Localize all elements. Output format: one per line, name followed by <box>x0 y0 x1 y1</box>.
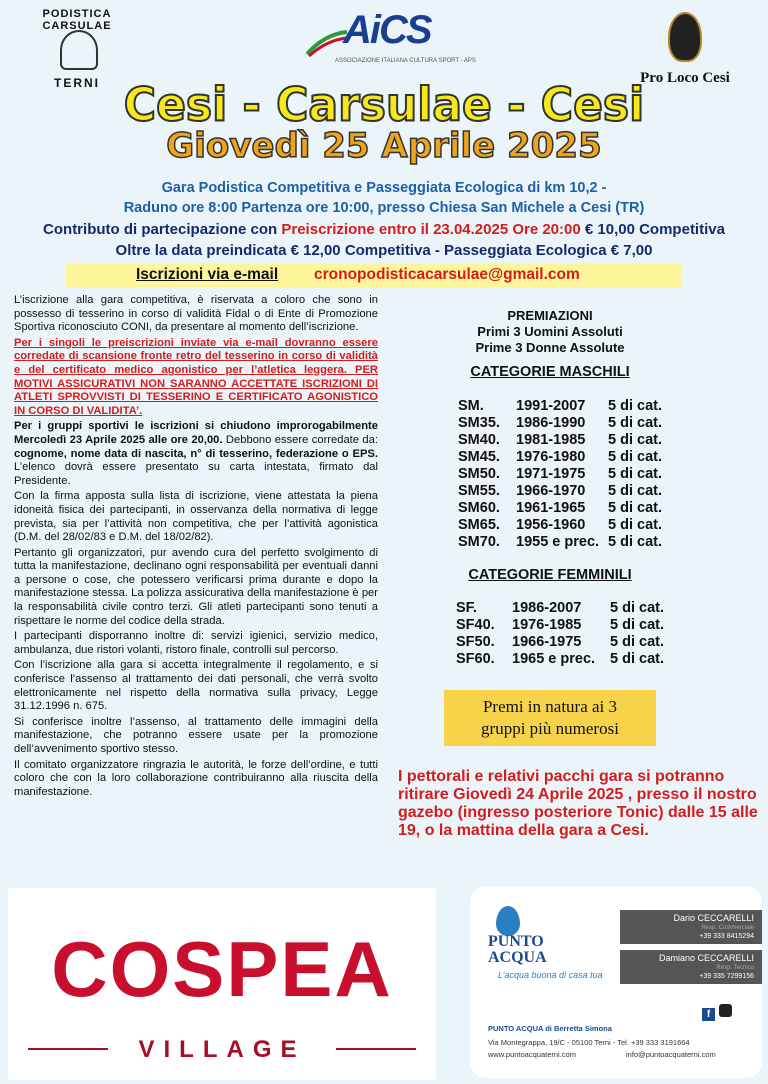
aics-subtext: ASSOCIAZIONE ITALIANA CULTURA SPORT - APS <box>335 58 476 64</box>
instagram-icon[interactable] <box>719 1004 732 1017</box>
category-code: SM55. <box>458 482 500 499</box>
female-categories-table <box>456 599 690 667</box>
category-years: 1986-1990 <box>516 414 586 431</box>
category-row <box>456 616 690 633</box>
category-row <box>456 650 690 667</box>
category-code: SM60. <box>458 499 500 516</box>
category-row <box>458 448 688 465</box>
punto-acqua-brand <box>488 934 547 966</box>
brand-line-2: ACQUA <box>488 949 547 966</box>
contact-role: Resp. Commerciale <box>701 925 754 931</box>
contact-role: Resp. Tecnico <box>716 965 754 971</box>
contact-phone: +39 335 7299156 <box>699 973 754 980</box>
category-code: SM45. <box>458 448 500 465</box>
category-prizes: 5 di cat. <box>608 414 662 431</box>
company-website[interactable]: www.puntoacquaterni.com <box>488 1050 576 1059</box>
category-row <box>458 414 688 431</box>
tower-icon <box>60 30 98 70</box>
facebook-icon[interactable]: f <box>702 1008 715 1021</box>
regulation-paragraph: Si conferisce inoltre l’assenso, al trattamento delle immagini della manifestazione, che potranno essere usate per la promozione dell’avvenimento sportivo stesso. <box>14 715 378 755</box>
category-code: SF. <box>456 599 477 616</box>
awards-heading <box>400 308 700 356</box>
regulation-warning: Per i singoli le preiscrizioni inviate via e-mail dovranno essere corredate di scansione fronte retro del tesserino in corso di validità e del certificato medico agonistico per l’atletica leggera. PER MOTIVI ASSICURATIVI NON SARANNO ACCETTATE ISCRIZIONI DI ATLETI SPROVVISTI DI TESSERINO E CERTIFICATO AGONISTICO IN CORSO DI VALIDITA’. <box>14 336 378 417</box>
group-prizes-box <box>444 690 656 746</box>
brand-motto: L’acqua buona di casa tua <box>498 970 603 980</box>
category-code: SM. <box>458 397 484 414</box>
category-row <box>456 599 690 616</box>
regulation-paragraph: Con l’iscrizione alla gara si accetta integralmente il regolamento, e si conferisce l’assenso al trattamento dei dati personali, che verrà svolto elettronicamente nel rispetto della normativa sulla privacy, Legge 31.12.1996 n. 675. <box>14 659 378 713</box>
category-years: 1981-1985 <box>516 431 586 448</box>
category-code: SM50. <box>458 465 500 482</box>
category-row <box>458 397 688 414</box>
regulation-paragraph: Il comitato organizzatore ringrazia le autorità, le forze dell’ordine, e tutti coloro che con la loro collaborazione contribuiranno alla riuscita della manifestazione. <box>14 758 378 798</box>
category-years: 1965 e prec. <box>512 650 596 667</box>
cospea-subtext: VILLAGE <box>138 1036 306 1063</box>
regulation-paragraph: L’iscrizione alla gara competitiva, è riservata a coloro che sono in possesso di tesserino in corso di validità Fidal o di Ente di Promozione Sportiva riconosciuto CONI, da presentare al momento dell’iscrizione. <box>14 294 378 334</box>
brand-line-1: PUNTO <box>488 933 544 950</box>
category-code: SM65. <box>458 516 500 533</box>
company-address: Via Montegrappa, 19/C - 05100 Terni - Tel. +39 333 3191664 <box>488 1038 690 1047</box>
podistica-carsulae-logo <box>22 8 132 90</box>
fee-text-c: € 10,00 Competitiva <box>580 221 725 238</box>
category-prizes: 5 di cat. <box>610 616 664 633</box>
category-years: 1966-1975 <box>512 633 582 650</box>
category-years: 1961-1965 <box>516 499 586 516</box>
coat-of-arms-icon <box>668 12 702 62</box>
fee-deadline: Preiscrizione entro il 23.04.2025 Ore 20:00 <box>281 221 581 238</box>
event-date: Giovedì 25 Aprile 2025 <box>166 126 602 166</box>
registration-banner <box>66 263 682 287</box>
regulation-text: Debbono essere corredate da: <box>222 433 378 446</box>
company-email[interactable]: info@puntoacquaterni.com <box>626 1050 716 1059</box>
fees-block <box>0 219 768 261</box>
pro-loco-text: Pro Loco Cesi <box>640 70 730 86</box>
regulation-paragraph: Pertanto gli organizzatori, pur avendo cura del perfetto svolgimento di tutta la manifestazione, declinano ogni responsabilità per eventuali danni a persone o cose, che potessero verificarsi prima durante e dopo la manifestazione stessa. La polizza assicurativa della manifestazione è per la responsabilità civile contro terzi. Gli atleti partecipanti sono tenuti a rispettare le norme del codice della strada. <box>14 546 378 627</box>
female-categories-title: CATEGORIE FEMMINILI <box>468 567 632 583</box>
contact-phone: +39 333 8415294 <box>699 933 754 940</box>
category-code: SF50. <box>456 633 495 650</box>
registration-email-link[interactable]: cronopodisticacarsulae@gmail.com <box>314 266 580 283</box>
category-prizes: 5 di cat. <box>608 397 662 414</box>
event-subtitle <box>0 178 768 218</box>
group-prizes-line-1: Premi in natura ai 3 <box>482 697 618 716</box>
fee-line-1 <box>0 219 768 240</box>
logo-left-bottom-text: TERNI <box>54 76 100 90</box>
group-prizes-line-2: gruppi più numerosi <box>481 719 619 738</box>
category-prizes: 5 di cat. <box>608 448 662 465</box>
category-prizes: 5 di cat. <box>608 499 662 516</box>
regulation-text: L’elenco dovrà essere presentato su carta intestata, firmato dal Presidente. <box>14 461 378 487</box>
awards-men: Primi 3 Uomini Assoluti <box>477 324 623 339</box>
regulations-text <box>14 294 378 801</box>
category-years: 1955 e prec. <box>516 533 600 550</box>
group-deadline: Per i gruppi sportivi le iscrizioni si chiudono improrogabilmente Mercoledì 23 Aprile 2025 alle ore 20,00. <box>14 420 378 446</box>
male-categories-table <box>458 397 688 550</box>
category-prizes: 5 di cat. <box>608 482 662 499</box>
category-years: 1976-1985 <box>512 616 582 633</box>
category-code: SF60. <box>456 650 495 667</box>
category-prizes: 5 di cat. <box>608 431 662 448</box>
category-code: SM40. <box>458 431 500 448</box>
category-prizes: 5 di cat. <box>610 633 664 650</box>
water-drop-icon <box>496 906 520 936</box>
contact-card-1 <box>620 910 762 944</box>
category-years: 1971-1975 <box>516 465 586 482</box>
category-code: SM70. <box>458 533 500 550</box>
category-years: 1991-2007 <box>516 397 586 414</box>
regulation-paragraph: Con la firma apposta sulla lista di iscrizione, viene attestata la piena idoneità fisica dei partecipanti, in osservanza della normativa di legge prevista, sia per l’attività non competitiva, che per l’attività agonistica (D.M. del 28/02/83 e D.M. del 18/02/82). <box>14 490 378 544</box>
category-years: 1976-1980 <box>516 448 586 465</box>
required-fields: cognome, nome data di nascita, n° di tesserino, federazione o EPS. <box>14 447 378 460</box>
category-years: 1956-1960 <box>516 516 586 533</box>
category-row <box>458 499 688 516</box>
subtitle-line-1: Gara Podistica Competitiva e Passeggiata Ecologica di km 10,2 - <box>161 180 607 196</box>
company-name: PUNTO ACQUA di Berretta Simona <box>488 1024 612 1033</box>
awards-women: Prime 3 Donne Assolute <box>475 340 625 355</box>
category-prizes: 5 di cat. <box>610 599 664 616</box>
category-prizes: 5 di cat. <box>610 650 664 667</box>
category-years: 1966-1970 <box>516 482 586 499</box>
contact-card-2 <box>620 950 762 984</box>
category-row <box>458 465 688 482</box>
awards-title: PREMIAZIONI <box>507 308 593 323</box>
category-row <box>458 533 688 550</box>
contact-name: Damiano CECCARELLI <box>658 953 754 963</box>
bib-pickup-notice: I pettorali e relativi pacchi gara si potranno ritirare Giovedì 24 Aprile 2025 , presso il nostro gazebo (ingresso posteriore Tonic) dalle 15 alle 19, o la mattina della gara a Cesi. <box>398 768 758 839</box>
category-prizes: 5 di cat. <box>608 516 662 533</box>
category-row <box>458 482 688 499</box>
contact-name: Dario CECCARELLI <box>673 913 754 923</box>
category-row <box>458 431 688 448</box>
cospea-wordmark: COSPEA <box>51 925 393 1013</box>
subtitle-line-2: Raduno ore 8:00 Partenza ore 10:00, presso Chiesa San Michele a Cesi (TR) <box>123 200 645 216</box>
fee-line-2: Oltre la data preindicata € 12,00 Competitiva - Passeggiata Ecologica € 7,00 <box>115 242 653 259</box>
category-prizes: 5 di cat. <box>608 465 662 482</box>
event-title: Cesi - Carsulae - Cesi <box>123 78 645 133</box>
category-code: SF40. <box>456 616 495 633</box>
cospea-sponsor <box>8 888 436 1080</box>
male-categories-title: CATEGORIE MASCHILI <box>470 364 630 380</box>
category-years: 1986-2007 <box>512 599 582 616</box>
social-icons <box>702 1004 732 1021</box>
punto-acqua-sponsor <box>470 886 762 1078</box>
fee-text-a: Contributo di partecipazione con <box>43 221 282 238</box>
aics-logo <box>305 8 476 66</box>
category-row <box>456 633 690 650</box>
registration-label: Iscrizioni via e-mail <box>136 266 279 283</box>
regulation-paragraph <box>14 420 378 488</box>
category-code: SM35. <box>458 414 500 431</box>
regulation-paragraph: I partecipanti disporranno inoltre di: servizi igienici, servizio medico, ambulanza, due ristori volanti, ristoro finale, controlli sul percorso. <box>14 630 378 656</box>
category-row <box>458 516 688 533</box>
logo-left-top-text: PODISTICA CARSULAE <box>42 8 112 32</box>
category-prizes: 5 di cat. <box>608 533 662 550</box>
aics-wordmark: AiCS <box>343 8 431 52</box>
